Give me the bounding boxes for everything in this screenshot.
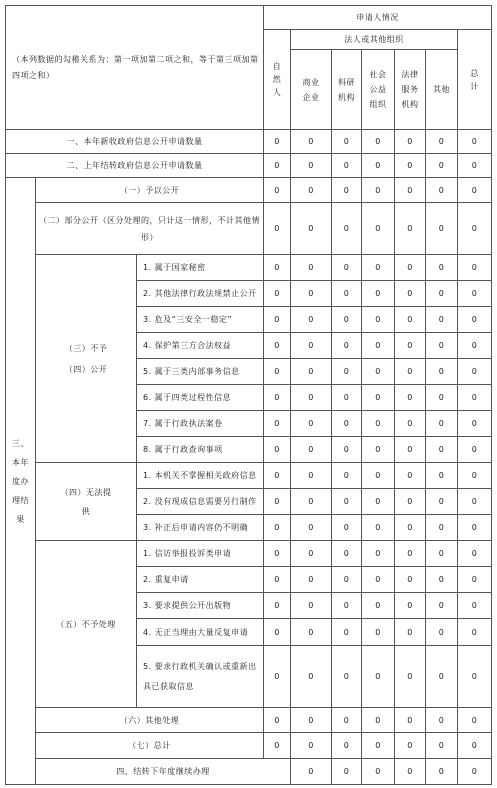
value-cell: 0 (426, 385, 458, 411)
not-grant-item-label: 5. 属于三类内部事务信息 (137, 359, 264, 385)
value-cell: 0 (458, 154, 492, 178)
value-cell: 0 (395, 385, 426, 411)
value-cell: 0 (395, 437, 426, 463)
value-cell: 0 (458, 515, 492, 541)
commercial-header: 商业 企业 (291, 50, 332, 130)
partial-label: （二）部分公开（区分处理的，只计这一情形，不计其他情形） (36, 203, 264, 255)
carry-next-label: 四、结转下年度继续办理 (36, 759, 291, 785)
value-cell: 0 (291, 619, 332, 646)
value-cell: 0 (291, 307, 332, 333)
value-cell: 0 (362, 463, 395, 489)
not-grant-item-label: 1. 属于国家秘密 (137, 255, 264, 281)
research-header: 科研 机构 (332, 50, 362, 130)
value-cell: 0 (395, 154, 426, 178)
value-cell: 0 (332, 178, 362, 203)
value-cell: 0 (264, 255, 291, 281)
value-cell: 0 (458, 567, 492, 593)
value-cell: 0 (264, 333, 291, 359)
grant-label: （一）予以公开 (36, 178, 264, 203)
value-cell: 0 (426, 437, 458, 463)
value-cell: 0 (291, 593, 332, 619)
value-cell: 0 (395, 178, 426, 203)
value-cell: 0 (264, 178, 291, 203)
value-cell: 0 (291, 333, 332, 359)
value-cell: 0 (264, 437, 291, 463)
value-cell: 0 (264, 541, 291, 567)
value-cell: 0 (264, 708, 291, 733)
value-cell: 0 (332, 463, 362, 489)
value-cell: 0 (458, 359, 492, 385)
value-cell: 0 (291, 567, 332, 593)
not-grant-item-label: 8. 属于行政查询事项 (137, 437, 264, 463)
value-cell: 0 (458, 255, 492, 281)
carryover-label: 二、上年结转政府信息公开申请数量 (6, 154, 264, 178)
row-not-process-item (6, 541, 492, 567)
not-grant-item-label: 4. 保护第三方合法权益 (137, 333, 264, 359)
report-table-container (5, 5, 492, 785)
value-cell: 0 (264, 411, 291, 437)
row-subtotal (6, 733, 492, 759)
value-cell: 0 (395, 281, 426, 307)
other-header: 其他 (426, 50, 458, 130)
value-cell: 0 (458, 541, 492, 567)
value-cell: 0 (362, 541, 395, 567)
value-cell: 0 (332, 255, 362, 281)
value-cell: 0 (264, 385, 291, 411)
value-cell: 0 (291, 515, 332, 541)
value-cell: 0 (291, 541, 332, 567)
value-cell: 0 (426, 515, 458, 541)
disclosure-stats-table (5, 5, 492, 785)
value-cell: 0 (426, 203, 458, 255)
value-cell: 0 (426, 281, 458, 307)
value-cell: 0 (291, 646, 332, 708)
value-cell: 0 (291, 759, 332, 785)
value-cell: 0 (332, 759, 362, 785)
not-process-item-label: 1. 信访举报投诉类申请 (137, 541, 264, 567)
value-cell: 0 (291, 411, 332, 437)
results-label: 三、 本年 度办 理结 果 (6, 178, 36, 785)
value-cell: 0 (395, 203, 426, 255)
row-new-requests (6, 130, 492, 154)
value-cell: 0 (362, 411, 395, 437)
value-cell: 0 (395, 733, 426, 759)
value-cell: 0 (395, 130, 426, 154)
value-cell: 0 (458, 759, 492, 785)
value-cell: 0 (291, 203, 332, 255)
value-cell: 0 (291, 437, 332, 463)
value-cell: 0 (395, 359, 426, 385)
row-unable-item (6, 463, 492, 489)
row-carryover (6, 154, 492, 178)
value-cell: 0 (395, 619, 426, 646)
value-cell: 0 (395, 567, 426, 593)
value-cell: 0 (332, 541, 362, 567)
natural-person-header: 自 然 人 (264, 30, 291, 130)
value-cell: 0 (395, 489, 426, 515)
value-cell: 0 (332, 489, 362, 515)
value-cell: 0 (395, 708, 426, 733)
value-cell: 0 (362, 385, 395, 411)
value-cell: 0 (395, 646, 426, 708)
value-cell: 0 (264, 463, 291, 489)
value-cell: 0 (291, 385, 332, 411)
value-cell: 0 (395, 515, 426, 541)
legal-org-header: 法人或其他组织 (291, 30, 458, 50)
value-cell: 0 (291, 154, 332, 178)
not-process-item-label: 3. 要求提供公开出版物 (137, 593, 264, 619)
value-cell: 0 (291, 281, 332, 307)
row-grant (6, 178, 492, 203)
value-cell: 0 (332, 130, 362, 154)
value-cell: 0 (458, 593, 492, 619)
value-cell: 0 (458, 646, 492, 708)
value-cell: 0 (426, 759, 458, 785)
value-cell: 0 (332, 515, 362, 541)
value-cell: 0 (426, 646, 458, 708)
value-cell: 0 (362, 178, 395, 203)
row-carry-next (6, 759, 492, 785)
value-cell: 0 (458, 281, 492, 307)
value-cell: 0 (395, 463, 426, 489)
social-header: 社会 公益 组织 (362, 50, 395, 130)
value-cell: 0 (426, 708, 458, 733)
value-cell: 0 (332, 733, 362, 759)
value-cell: 0 (362, 646, 395, 708)
value-cell: 0 (395, 541, 426, 567)
not-grant-item-label: 2. 其他法律行政法规禁止公开 (137, 281, 264, 307)
header-note: （本列数据的勾稽关系为：第一项加第二项之和，等于第三项加第四项之和） (6, 6, 264, 130)
value-cell: 0 (458, 203, 492, 255)
value-cell: 0 (332, 646, 362, 708)
value-cell: 0 (362, 203, 395, 255)
other-process-label: （六）其他处理 (36, 708, 264, 733)
value-cell: 0 (264, 359, 291, 385)
value-cell: 0 (264, 307, 291, 333)
value-cell: 0 (458, 130, 492, 154)
value-cell: 0 (426, 567, 458, 593)
value-cell: 0 (458, 463, 492, 489)
value-cell: 0 (291, 733, 332, 759)
value-cell: 0 (291, 255, 332, 281)
value-cell: 0 (426, 130, 458, 154)
value-cell: 0 (291, 178, 332, 203)
value-cell: 0 (264, 203, 291, 255)
value-cell: 0 (332, 619, 362, 646)
value-cell: 0 (264, 646, 291, 708)
value-cell: 0 (458, 437, 492, 463)
value-cell: 0 (458, 708, 492, 733)
value-cell: 0 (395, 307, 426, 333)
value-cell: 0 (332, 307, 362, 333)
value-cell: 0 (362, 255, 395, 281)
value-cell: 0 (264, 733, 291, 759)
value-cell: 0 (362, 489, 395, 515)
value-cell: 0 (458, 733, 492, 759)
not-grant-item-label: 3. 危及“三安全一稳定” (137, 307, 264, 333)
value-cell: 0 (362, 567, 395, 593)
subtotal-label: （七）总计 (36, 733, 264, 759)
value-cell: 0 (426, 463, 458, 489)
value-cell: 0 (362, 708, 395, 733)
value-cell: 0 (264, 515, 291, 541)
value-cell: 0 (458, 489, 492, 515)
value-cell: 0 (332, 593, 362, 619)
value-cell: 0 (426, 733, 458, 759)
value-cell: 0 (264, 489, 291, 515)
value-cell: 0 (362, 130, 395, 154)
unable-item-label: 2. 没有现成信息需要另行制作 (137, 489, 264, 515)
value-cell: 0 (332, 411, 362, 437)
value-cell: 0 (264, 154, 291, 178)
value-cell: 0 (362, 619, 395, 646)
value-cell: 0 (458, 178, 492, 203)
row-other-process (6, 708, 492, 733)
value-cell: 0 (426, 359, 458, 385)
value-cell: 0 (395, 593, 426, 619)
value-cell: 0 (332, 437, 362, 463)
value-cell: 0 (426, 593, 458, 619)
value-cell: 0 (426, 255, 458, 281)
applicant-status-header: 申请人情况 (264, 6, 492, 30)
value-cell: 0 (362, 593, 395, 619)
value-cell: 0 (362, 333, 395, 359)
value-cell: 0 (291, 708, 332, 733)
value-cell: 0 (332, 385, 362, 411)
not-grant-item-label: 7. 属于行政执法案卷 (137, 411, 264, 437)
row-partial (6, 203, 492, 255)
value-cell: 0 (362, 733, 395, 759)
value-cell: 0 (362, 154, 395, 178)
value-cell: 0 (395, 759, 426, 785)
unable-label: （四）无法提 供 (36, 463, 137, 541)
value-cell: 0 (458, 333, 492, 359)
value-cell: 0 (395, 333, 426, 359)
value-cell: 0 (332, 567, 362, 593)
total-header: 总 计 (458, 30, 492, 130)
value-cell: 0 (426, 541, 458, 567)
legal-service-header: 法律 服务 机构 (395, 50, 426, 130)
value-cell: 0 (362, 359, 395, 385)
value-cell: 0 (264, 130, 291, 154)
value-cell: 0 (426, 307, 458, 333)
value-cell: 0 (426, 178, 458, 203)
value-cell: 0 (362, 307, 395, 333)
value-cell: 0 (264, 619, 291, 646)
value-cell: 0 (426, 411, 458, 437)
unable-item-label: 1. 本机关不掌握相关政府信息 (137, 463, 264, 489)
value-cell: 0 (426, 154, 458, 178)
value-cell: 0 (458, 411, 492, 437)
value-cell: 0 (362, 759, 395, 785)
value-cell: 0 (426, 489, 458, 515)
value-cell: 0 (426, 333, 458, 359)
value-cell: 0 (291, 489, 332, 515)
value-cell: 0 (332, 154, 362, 178)
value-cell: 0 (332, 333, 362, 359)
value-cell: 0 (264, 281, 291, 307)
not-process-item-label: 2. 重复申请 (137, 567, 264, 593)
not-process-label: （五）不予处理 (36, 541, 137, 708)
value-cell: 0 (458, 619, 492, 646)
not-process-item-label: 4. 无正当理由大量反复申请 (137, 619, 264, 646)
unable-item-label: 3. 补正后申请内容仍不明确 (137, 515, 264, 541)
value-cell: 0 (458, 385, 492, 411)
value-cell: 0 (332, 359, 362, 385)
not-grant-label: （三）不予 （四）公开 (36, 255, 137, 463)
value-cell: 0 (362, 281, 395, 307)
value-cell: 0 (426, 619, 458, 646)
value-cell: 0 (362, 437, 395, 463)
value-cell: 0 (362, 515, 395, 541)
not-process-item-label: 5. 要求行政机关确认或重新出具已获取信息 (137, 646, 264, 708)
value-cell: 0 (291, 463, 332, 489)
value-cell: 0 (264, 567, 291, 593)
row-not-grant-item (6, 255, 492, 281)
value-cell: 0 (291, 130, 332, 154)
value-cell: 0 (332, 708, 362, 733)
new-requests-label: 一、本年新收政府信息公开申请数量 (6, 130, 264, 154)
value-cell: 0 (395, 255, 426, 281)
header-row-1 (6, 6, 492, 30)
value-cell: 0 (291, 359, 332, 385)
value-cell: 0 (332, 281, 362, 307)
value-cell: 0 (332, 203, 362, 255)
value-cell: 0 (458, 307, 492, 333)
not-grant-item-label: 6. 属于四类过程性信息 (137, 385, 264, 411)
value-cell: 0 (264, 593, 291, 619)
value-cell: 0 (395, 411, 426, 437)
